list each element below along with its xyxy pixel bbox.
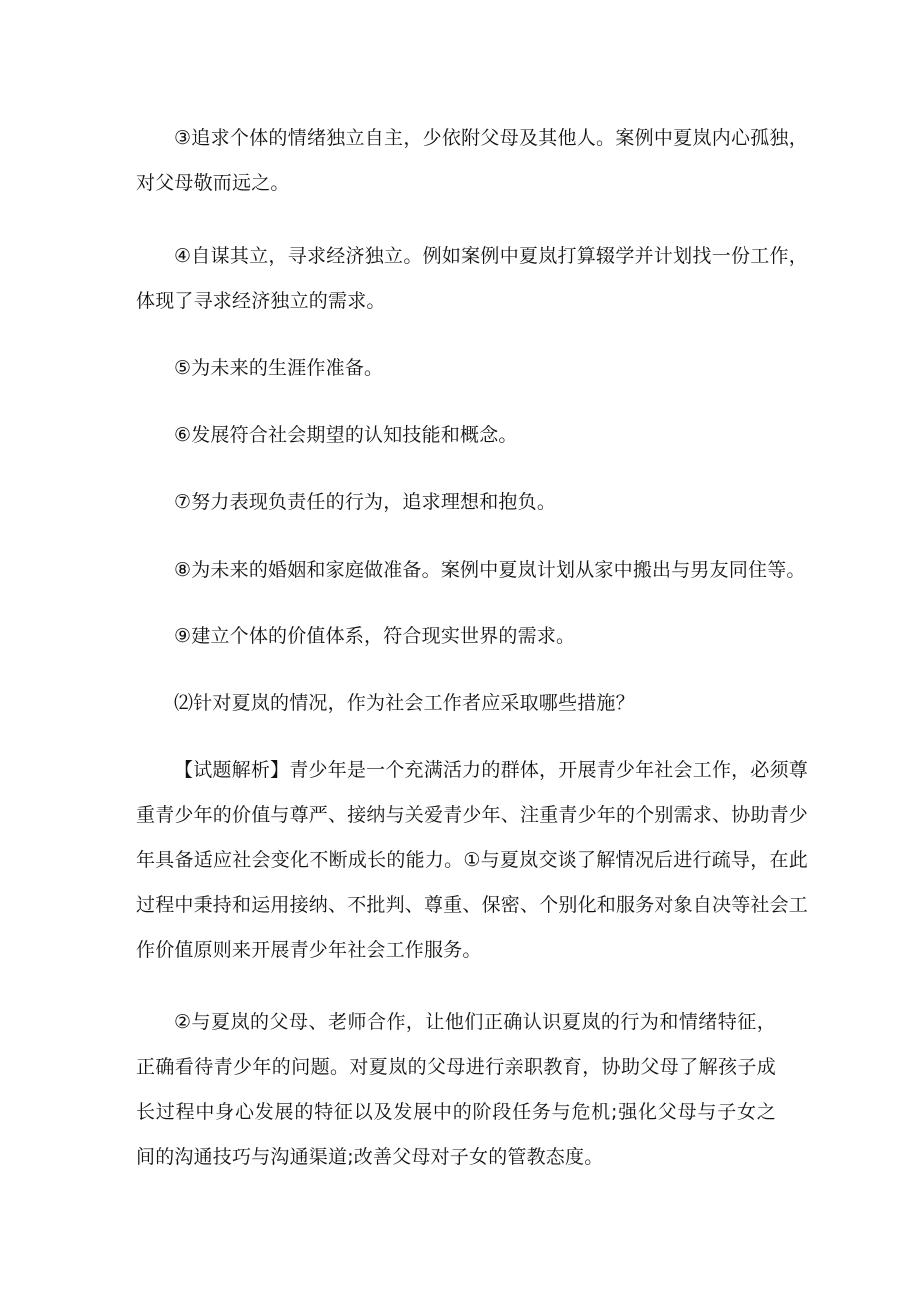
paragraph-3-emotional-independence: ③追求个体的情绪独立自主，少依附父母及其他人。案例中夏岚内心孤独，对父母敬而远之。 [136,127,808,194]
paragraph-4-economic-independence: ④自谋其立，寻求经济独立。例如案例中夏岚打算辍学并计划找一份工作，体现了寻求经济独立的需求。 [136,245,808,312]
paragraph-7-responsible-behavior: ⑦努力表现负责任的行为，追求理想和抱负。 [174,491,557,513]
question-2-heading: ⑵针对夏岚的情况，作为社会工作者应采取哪些措施？ [174,692,635,714]
paragraph-5-career-preparation: ⑤为未来的生涯作准备。 [174,357,384,379]
paragraph-9-value-system: ⑨建立个体的价值体系，符合现实世界的需求。 [174,625,576,647]
analysis-paragraph: 【试题解析】青少年是一个充满活力的群体，开展青少年社会工作，必须尊重青少年的价值与尊严、接纳与关爱青少年、注重青少年的个别需求、协助青少年具备适应社会变化不断成长的能力。①与夏岚交谈了解情况后进行疏导，在此过程中秉持和运用接纳、不批判、尊重、保密、个别化和服务对象自决等社会工作价值原则来开展青少年社会工作服务。 [136,759,809,961]
paragraph-6-cognitive-skills: ⑥发展符合社会期望的认知技能和概念。 [174,424,518,446]
paragraph-8-marriage-family: ⑧为未来的婚姻和家庭做准备。案例中夏岚计划从家中搬出与男友同住等。 [174,559,806,581]
parents-teachers-paragraph: ②与夏岚的父母、老师合作，让他们正确认识夏岚的行为和情绪特征，正确看待青少年的问题。对夏岚的父母进行亲职教育，协助父母了解孩子成长过程中身心发展的特征以及发展中的阶段任务与危机;强化父母与子女之间的沟通技巧与沟通渠道;改善父母对子女的管教态度。 [136,1011,776,1168]
